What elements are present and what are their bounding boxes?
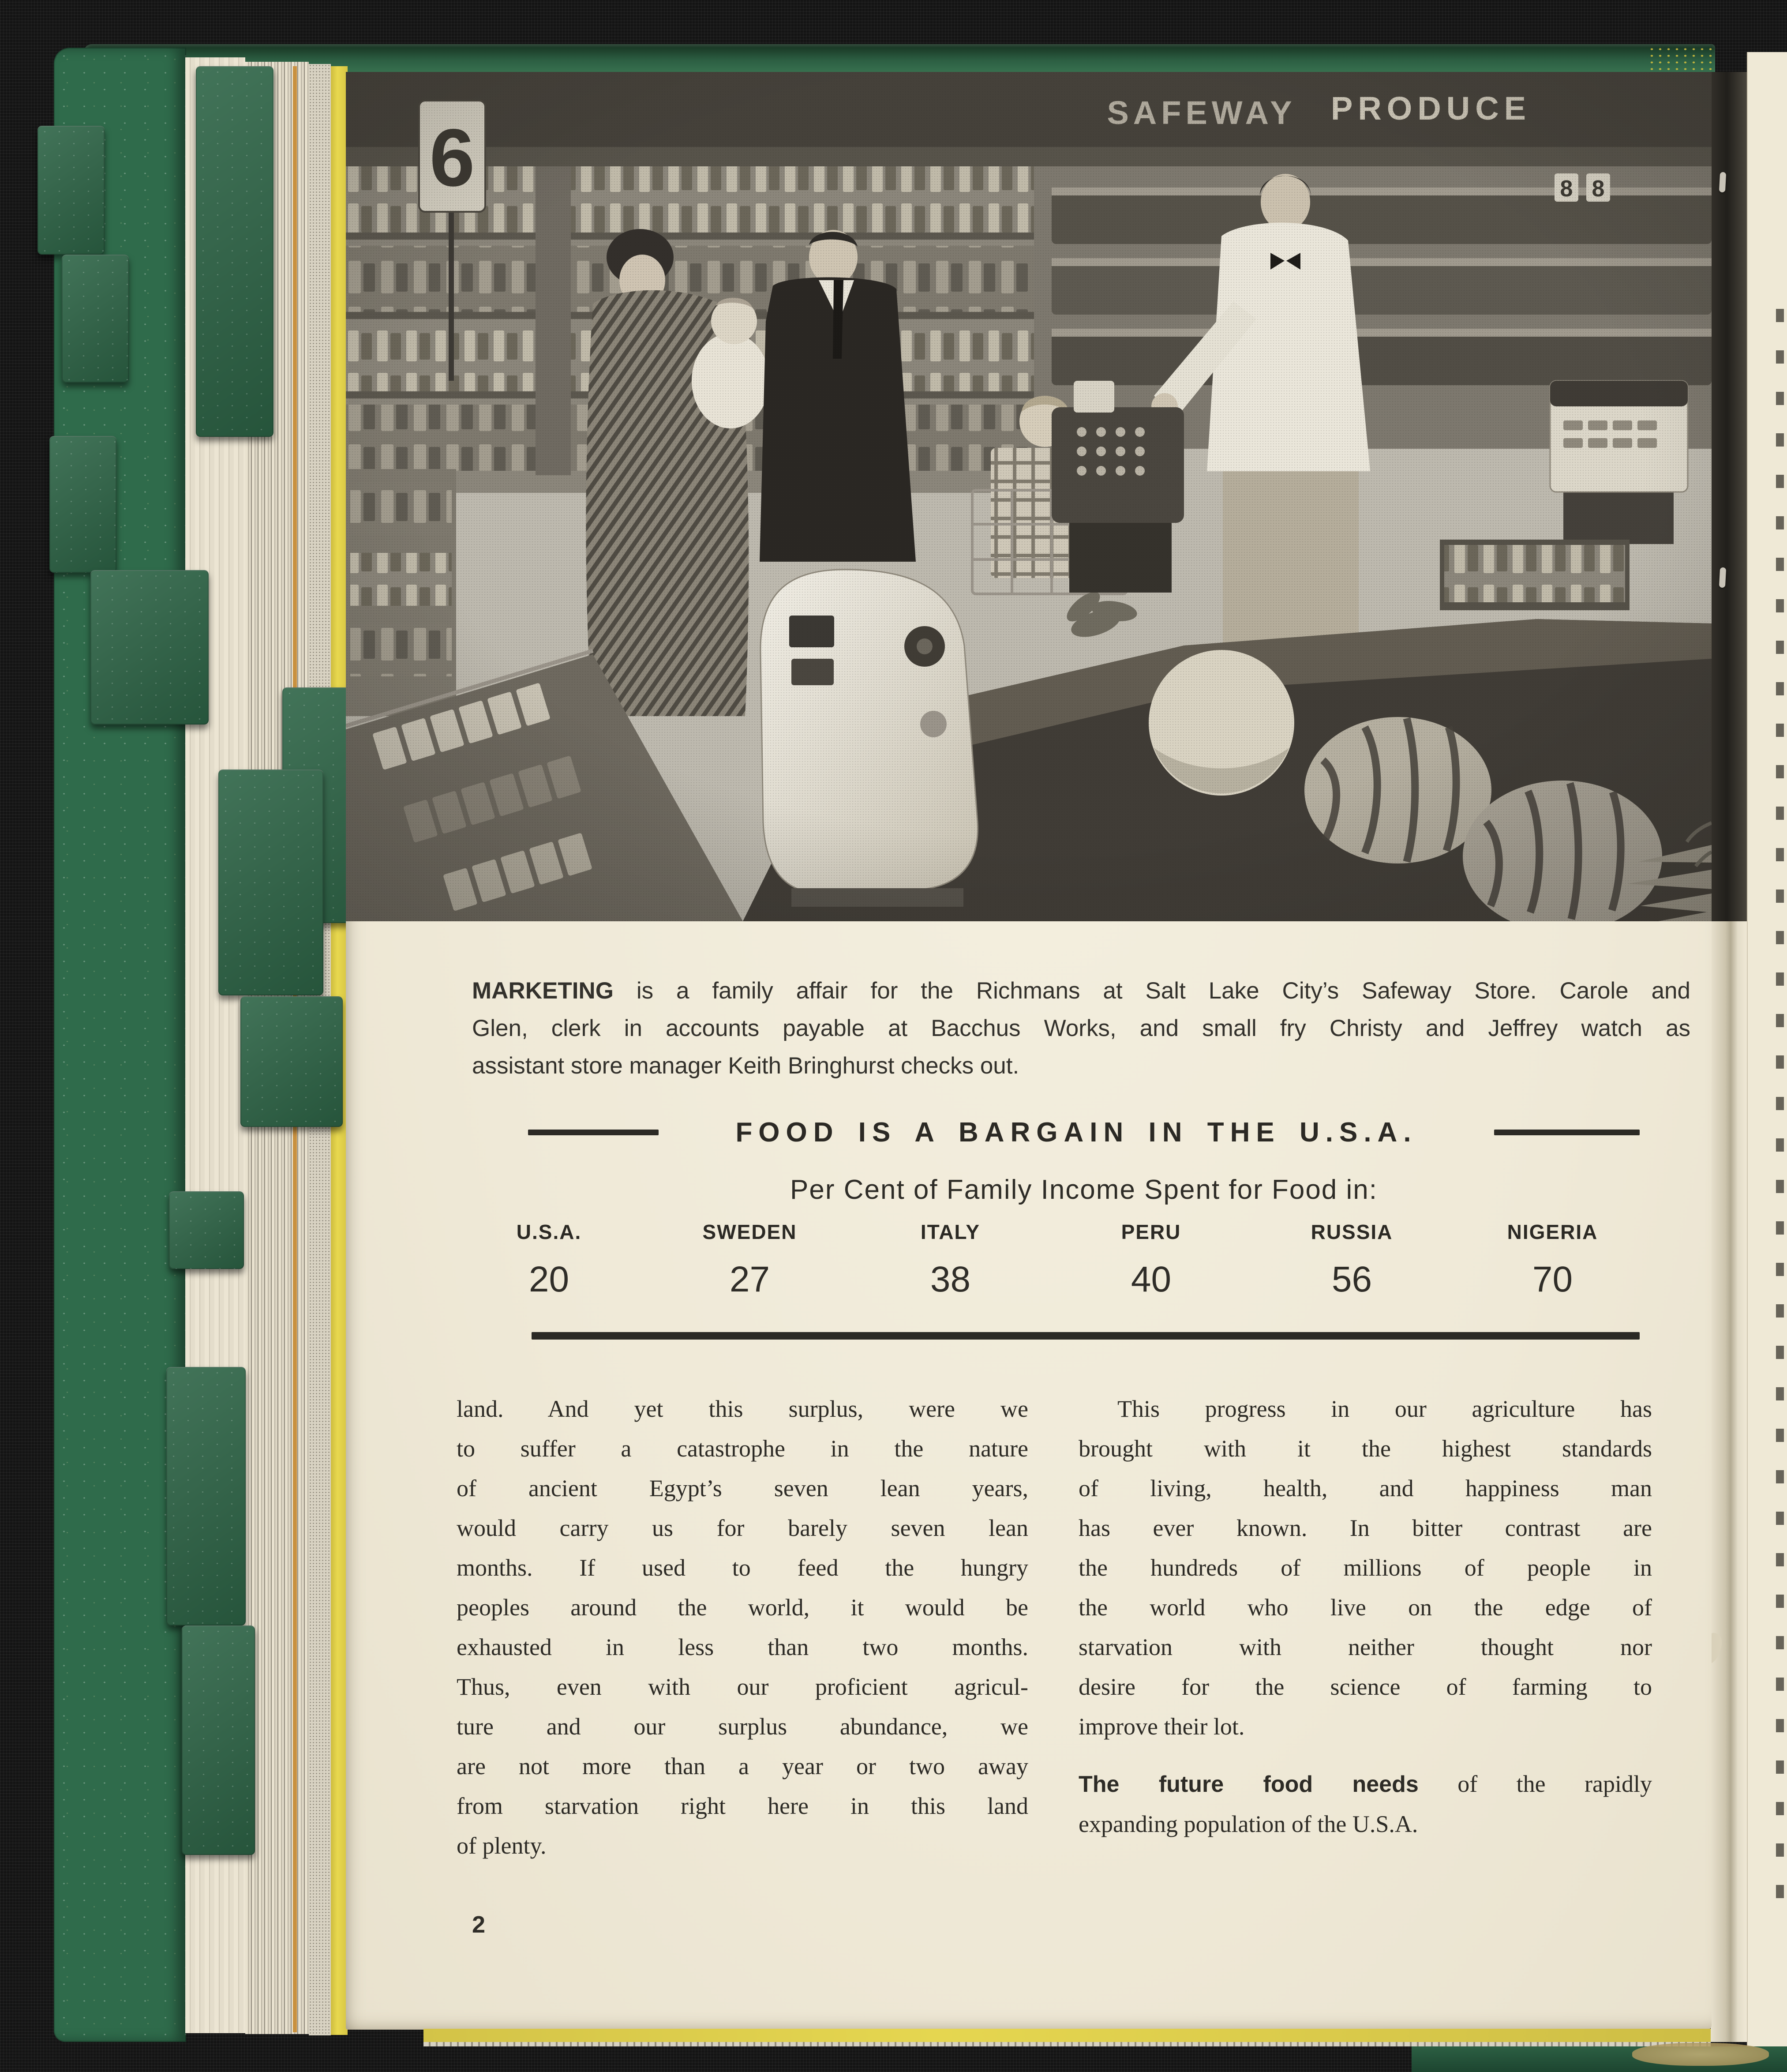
index-tab [240, 996, 343, 1127]
body-line: months. If used to feed the hungry [457, 1554, 1028, 1581]
checkout-photograph [346, 72, 1712, 921]
index-tab [169, 1191, 244, 1269]
body-line: the world who live on the edge of [1079, 1594, 1652, 1621]
table-column-sweden [649, 1220, 850, 1300]
body-line: improve their lot. [1079, 1713, 1245, 1740]
caption-line [472, 972, 1690, 1010]
paragraph-lead: The future food needs [1079, 1772, 1419, 1797]
index-tab [218, 769, 323, 995]
body-line: brought with it the highest standards [1079, 1435, 1652, 1462]
body-line: to suffer a catastrophe in the nature [457, 1435, 1028, 1462]
body-line: desire for the science of farming to [1079, 1674, 1652, 1700]
percent-value: 27 [729, 1259, 770, 1299]
paragraph-gap [1079, 1746, 1652, 1764]
caption-line: Glen, clerk in accounts payable at Bacchus Works, and small fry Christy and Jeffrey watch as [472, 1015, 1690, 1041]
index-tab [90, 570, 209, 724]
book-page [346, 72, 1712, 2030]
binding-staple [1719, 567, 1726, 588]
body-line: are not more than a year or two away [457, 1753, 1028, 1779]
body-line: exhausted in less than two months. [457, 1634, 1028, 1660]
page-bottom-yellow-edge [423, 2029, 1711, 2042]
caption-lead: MARKETING [472, 978, 614, 1004]
country-label: U.S.A. [516, 1220, 582, 1243]
body-line: Thus, even with our proficient agricul- [457, 1674, 1028, 1700]
percent-value: 40 [1131, 1259, 1172, 1299]
table-column-usa [449, 1220, 649, 1300]
body-line: This progress in our agriculture has [1117, 1396, 1652, 1422]
section-heading: FOOD IS A BARGAIN IN THE U.S.A. [735, 1117, 1417, 1148]
country-label: NIGERIA [1507, 1220, 1598, 1243]
body-line: from starvation right here in this land [457, 1793, 1028, 1819]
income-percent-table [449, 1220, 1653, 1300]
body-text: of the rapidly [1418, 1771, 1652, 1797]
section-heading-row [528, 1117, 1640, 1148]
facing-page-text-fragments [1776, 309, 1784, 1915]
index-tab [49, 436, 116, 573]
caption-line: assistant store manager Keith Bringhurst checks out. [472, 1053, 1019, 1079]
body-line: of plenty. [457, 1832, 547, 1859]
index-tab [182, 1625, 255, 1855]
country-label: RUSSIA [1311, 1220, 1393, 1243]
page-bottom-stitched-edge [423, 2042, 1711, 2046]
caption-text: is a family affair for the Richmans at Salt Lake City’s Safeway Store. Carole and [613, 978, 1690, 1004]
table-column-italy [850, 1220, 1051, 1300]
percent-value: 56 [1331, 1259, 1372, 1299]
body-line: expanding population of the U.S.A. [1079, 1811, 1418, 1837]
photo-caption [472, 972, 1690, 1085]
index-tab [196, 66, 273, 437]
body-column-left [457, 1389, 1028, 1866]
index-tab [62, 255, 129, 383]
photo-vignette [346, 72, 1712, 921]
body-line: peoples around the world, it would be [457, 1594, 1028, 1621]
body-line: has ever known. In bitter contrast are [1079, 1515, 1652, 1541]
body-line: of living, health, and happiness man [1079, 1475, 1652, 1501]
table-column-peru [1051, 1220, 1251, 1300]
table-column-nigeria [1452, 1220, 1653, 1300]
table-bottom-rule [532, 1332, 1640, 1340]
percent-value: 38 [930, 1259, 971, 1299]
table-column-russia [1251, 1220, 1452, 1300]
index-tab [37, 126, 105, 255]
country-label: PERU [1121, 1220, 1181, 1243]
body-line: would carry us for barely seven lean [457, 1515, 1028, 1541]
body-line: starvation with neither thought nor [1079, 1634, 1652, 1660]
heading-rule-left [528, 1130, 659, 1135]
table-subheading: Per Cent of Family Income Spent for Food in: [790, 1175, 1378, 1205]
country-label: ITALY [920, 1220, 981, 1243]
index-tab [166, 1367, 246, 1625]
percent-value: 70 [1532, 1259, 1573, 1299]
binding-staple [1719, 172, 1726, 193]
page-number: 2 [472, 1911, 486, 1938]
book-gutter-crease [1711, 921, 1747, 2042]
body-line [1079, 1764, 1652, 1804]
cover-worn-patch [1632, 2043, 1769, 2066]
body-column-right [1079, 1389, 1652, 1844]
body-line: of ancient Egypt’s seven lean years, [457, 1475, 1028, 1501]
percent-value: 20 [528, 1259, 569, 1299]
body-line: ture and our surplus abundance, we [457, 1713, 1028, 1740]
body-line: the hundreds of millions of people in [1079, 1554, 1652, 1581]
book-gutter-photo-wrap [1711, 72, 1747, 921]
country-label: SWEDEN [702, 1220, 797, 1243]
body-line: land. And yet this surplus, were we [457, 1396, 1028, 1422]
heading-rule-right [1494, 1130, 1640, 1135]
